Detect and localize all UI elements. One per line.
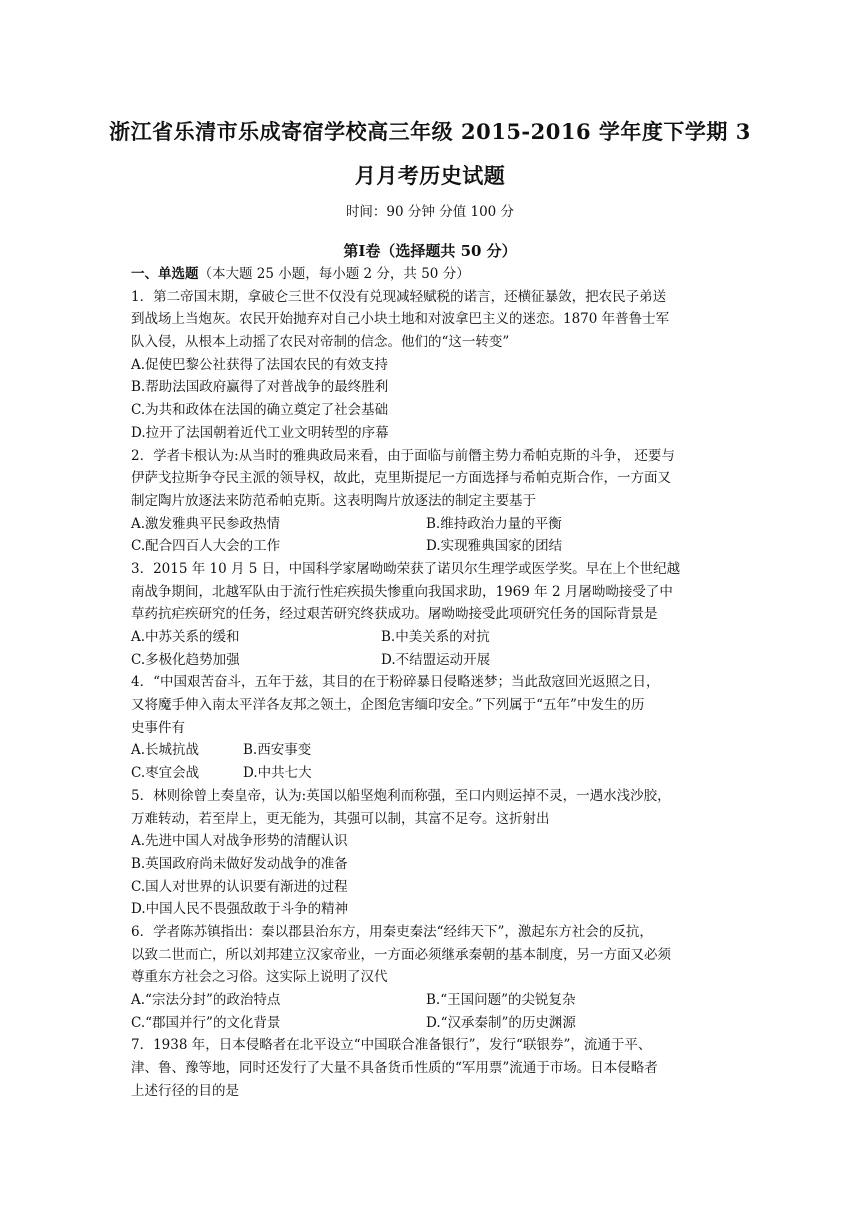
q2-option-d: D.实现雅典国家的团结 xyxy=(426,538,563,555)
exam-title-line1: 浙江省乐清市乐成寄宿学校高三年级 2015-2016 学年度下学期 3 xyxy=(109,119,751,144)
section-title: 第Ⅰ卷（选择题共 50 分） xyxy=(343,242,517,260)
q6-option-a: A.“宗法分封”的政治特点 xyxy=(131,992,281,1008)
q6-options-row xyxy=(131,989,741,1012)
q5-option-b: B.英国政府尚未做好发动战争的准备 xyxy=(131,855,348,872)
q6-stem-line: 尊重东方社会之习俗。这实际上说明了汉代 xyxy=(131,969,388,986)
part-heading xyxy=(131,263,741,286)
exam-meta: 时间：90 分钟 分值 100 分 xyxy=(345,204,515,220)
q7-stem-line: 津、鲁、豫等地，同时还发行了大量不具备货币性质的“军用票”流通于市场。日本侵略者 xyxy=(131,1060,658,1077)
q2-stem-line: 制定陶片放逐法来防范希帕克斯。这表明陶片放逐法的制定主要基于 xyxy=(131,492,536,509)
q5-stem-line: 万难转动，若至岸上，更无能为，其强可以制，其富不足夸。这折射出 xyxy=(131,810,550,827)
q3-stem-line: 3．2015 年 10 月 5 日，中国科学家屠呦呦荣获了诺贝尔生理学或医学奖。早在上个世纪越 xyxy=(131,560,681,577)
exam-title-line2: 月月考历史试题 xyxy=(354,163,506,188)
q6-options-row xyxy=(131,1012,741,1035)
part-desc: （本大题 25 小题，每小题 2 分，共 50 分） xyxy=(198,266,470,282)
q6-stem-line: 以致二世而亡，所以刘邦建立汉家帝业，一方面必须继承秦朝的基本制度，另一方面又必须 xyxy=(131,946,671,963)
q5-option-c: C.国人对世界的认识要有渐进的过程 xyxy=(131,878,348,895)
q1-option-b: B.帮助法国政府赢得了对普战争的最终胜利 xyxy=(131,379,389,396)
q4-option-b: B.西安事变 xyxy=(243,742,312,759)
q3-stem-line: 南战争期间，北越军队由于流行性疟疾损失惨重向我国求助，1969 年 2 月屠呦呦接受了中 xyxy=(131,583,673,600)
q3-option-b: B.中美关系的对抗 xyxy=(381,629,490,645)
q4-stem-line: 史事件有 xyxy=(131,719,185,736)
q3-options-row xyxy=(131,626,741,649)
q6-option-c: C.“郡国并行”的文化背景 xyxy=(131,1014,281,1031)
q2-option-c: C.配合四百人大会的工作 xyxy=(131,538,281,555)
q7-stem-line: 上述行径的目的是 xyxy=(131,1082,239,1099)
q1-option-d: D.拉开了法国朝着近代工业文明转型的序幕 xyxy=(131,424,389,441)
question-body xyxy=(131,263,741,1102)
q4-stem-line: 4．“中国艰苦奋斗，五年于兹，其目的在于粉碎暴日侵略迷梦；当此敌寇回光返照之日， xyxy=(131,674,660,691)
q2-option-b: B.维持政治力量的平衡 xyxy=(426,515,562,532)
q7-stem-line: 7．1938 年，日本侵略者在北平设立“中国联合准备银行”，发行“联银券”，流通于平、 xyxy=(131,1037,652,1054)
q3-option-c: C.多极化趋势加强 xyxy=(131,651,240,668)
q3-option-a: A.中苏关系的缓和 xyxy=(131,629,240,645)
q2-options-row xyxy=(131,535,741,558)
q3-stem-line: 草药抗疟疾研究的任务，经过艰苦研究终获成功。屠呦呦接受此项研究任务的国际背景是 xyxy=(131,606,658,623)
q1-option-a: A.促使巴黎公社获得了法国农民的有效支持 xyxy=(131,356,389,373)
q4-stem-line: 又将魔手伸入南太平洋各友邦之领土，企图危害缅印安全。”下列属于“五年”中发生的历 xyxy=(131,697,645,714)
q6-option-d: D.“汉承秦制”的历史渊源 xyxy=(426,1014,576,1031)
q5-stem-line: 5．林则徐曾上奏皇帝，认为:英国以船坚炮利而称强，至口内则运掉不灵，一遇水浅沙胶， xyxy=(131,787,671,804)
q4-option-c: C.枣宜会战 xyxy=(131,765,200,782)
q1-stem-line: 队入侵，从根本上动摇了农民对帝制的信念。他们的“这一转变” xyxy=(131,334,510,351)
q2-stem-line: 伊萨戈拉斯争夺民主派的领导权，故此，克里斯提尼一方面选择与希帕克斯合作，一方面又 xyxy=(131,470,671,487)
q4-options-row xyxy=(131,739,741,762)
q2-options-row xyxy=(131,513,741,536)
q4-option-d: D.中共七大 xyxy=(243,765,312,782)
q3-options-row xyxy=(131,649,741,672)
q6-option-b: B.“王国问题”的尖锐复杂 xyxy=(426,992,576,1008)
q4-options-row xyxy=(131,762,741,785)
q2-stem-line: 2．学者卡根认为:从当时的雅典政局来看，由于面临与前僭主势力希帕克斯的斗争， 还要与 xyxy=(131,447,675,464)
q5-option-d: D.中国人民不畏强敌敢于斗争的精神 xyxy=(131,901,349,918)
q6-stem-line: 6．学者陈苏镇指出：秦以郡县治东方，用秦吏秦法“经纬天下”，激起东方社会的反抗， xyxy=(131,923,653,940)
q1-stem-line: 到战场上当炮灰。农民开始抛弃对自己小块土地和对波拿巴主义的迷恋。1870 年普鲁士军 xyxy=(131,311,670,328)
q2-option-a: A.激发雅典平民参政热情 xyxy=(131,515,281,532)
q3-option-d: D.不结盟运动开展 xyxy=(381,651,491,668)
q1-option-c: C.为共和政体在法国的确立奠定了社会基础 xyxy=(131,402,389,419)
q4-option-a: A.长城抗战 xyxy=(131,742,200,759)
q1-stem-line: 1．第二帝国末期，拿破仑三世不仅没有兑现减轻赋税的诺言，还横征暴敛，把农民子弟送 xyxy=(131,288,667,305)
part-label: 一、单选题 xyxy=(131,266,199,282)
q5-option-a: A.先进中国人对战争形势的清醒认识 xyxy=(131,833,348,850)
